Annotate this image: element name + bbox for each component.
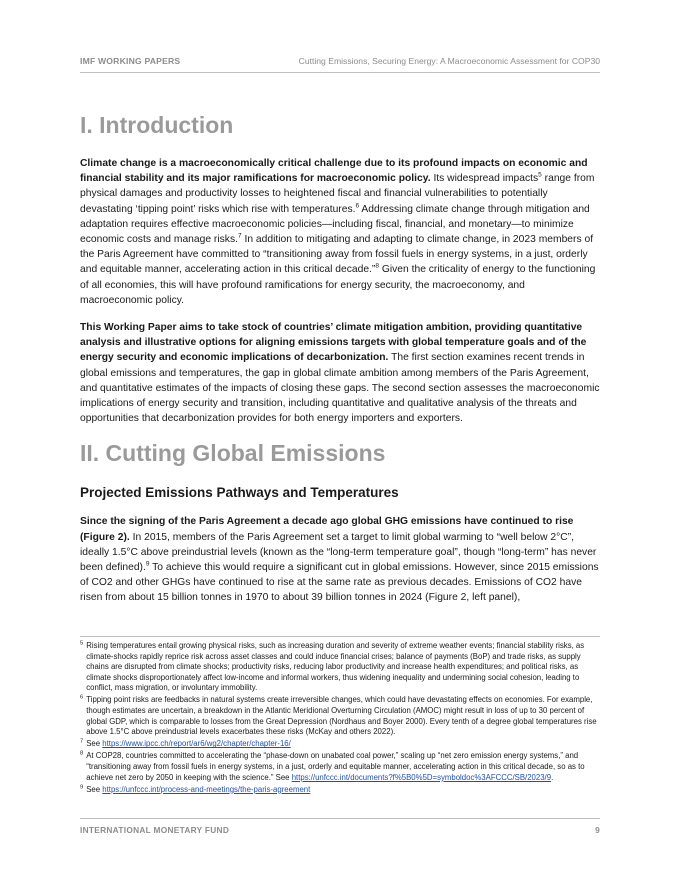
footnote-number: 7	[80, 738, 84, 745]
header-series: IMF WORKING PAPERS	[80, 56, 181, 66]
main-content	[80, 110, 600, 618]
paragraph-text: Its widespread impacts	[430, 173, 539, 185]
paragraph-text: Addressing climate change through mitigation and adaptation requires effective macroeconomic policies—including fiscal, financial, and monetary—to minimize economic costs and manage risks.	[80, 203, 590, 246]
footnote-text: .	[551, 772, 554, 782]
footnote-ref[interactable]: 8	[375, 263, 379, 270]
footnote-ref[interactable]: 9	[145, 560, 150, 568]
footnotes	[80, 636, 600, 797]
footnote-text: See	[86, 739, 103, 749]
footnote-number: 9	[80, 784, 84, 791]
section-heading-cutting-emissions: II. Cutting Global Emissions	[80, 440, 386, 467]
header-title: Cutting Emissions, Securing Energy: A Macroeconomic Assessment for COP30	[298, 56, 600, 66]
paragraph-text: In addition to mitigating and adapting to climate change, in 2023 members of the Paris Agreement have committed to “transitioning away from fossil fuels in energy systems, in a just, orderly and equitable manner, accelerating action in this critical decade.”	[80, 234, 594, 276]
paragraph-text: range from physical damages and productivity losses to heightened fiscal and financial vulnerabilities to potentially devastating ‘tipping point’ risks which rise with temperatures.	[80, 173, 595, 215]
footnote-number: 5	[80, 640, 84, 647]
footer-org: INTERNATIONAL MONETARY FUND	[80, 825, 230, 835]
footnote-number: 8	[80, 750, 84, 757]
paragraph-text: The first section examines recent trends in global emissions and temperatures, the gap in global climate ambition among members of the Paris Agreement, and quantitative estimates of the impacts of closing these gaps. The second section assesses the macroeconomic implications of energy security and transition, including quantitative and qualitative analysis of the threats and opportunities that decarbonization provides for both energy importers and exporters.	[80, 352, 600, 425]
footnote	[80, 641, 600, 694]
running-header	[80, 56, 600, 73]
lead-sentence: This Working Paper aims to take stock of countries’ climate mitigation ambition, providing quantitative analysis and illustrative options for aligning emissions targets with global temperature goals and of the energy security and economic implications of decarbonization.	[80, 322, 587, 364]
paragraph-intro-2	[80, 320, 600, 426]
footnote-text: Tipping point risks are feedbacks in natural systems create irreversible changes, which could have devastating effects on economies. For example, though estimates are uncertain, a breakdown in the Atlantic Meridional Overturning Circulation (AMOC) might result in loss of up to 30 percent of global GDP, which is comparable to losses from the Great Depression (Nordhaus and Boyer 2000). Every tenth of a degree global temperatures rise above 1.5°C above preindustrial levels exacerbates these risks (McKay and others 2022).	[86, 695, 597, 737]
paragraph-intro-1	[80, 156, 600, 308]
footnote-text: At COP28, countries committed to accelerating the “phase-down on unabated coal power,” scaling up “net zero emission energy systems,” and “transitioning away from fossil fuels in energy systems, in a just, orderly and equitable manner, accelerating action in this critical decade, so as to achieve net zero by 2050 in keeping with the science.” See	[86, 751, 585, 782]
footnote-link[interactable]: https://unfccc.int/process-and-meetings/the-paris-agreement	[102, 784, 311, 794]
section-heading-introduction: I. Introduction	[80, 112, 234, 138]
footnote	[80, 695, 600, 737]
footnote-text: See	[86, 784, 103, 794]
footnote	[80, 739, 600, 750]
paragraph-text: To achieve this would require a significant cut in global emissions. However, since 2015 emissions of CO2 and other GHGs have continued to rise at the same rate as previous decades. Emissions of CO2 have risen from about 15 billion tonnes in 1970 to about 39 billion tonnes in 2024 (Figure 2, left panel),	[80, 562, 599, 604]
lead-sentence: Climate change is a macroeconomically critical challenge due to its profound impacts on economic and financial stability and its major ramifications for macroeconomic policy.	[80, 158, 588, 185]
footnote-ref[interactable]: 6	[355, 202, 360, 210]
page-footer	[80, 818, 600, 835]
footnote-number: 6	[80, 694, 84, 701]
footnote-link[interactable]: https://www.ipcc.ch/report/ar6/wg2/chapter/chapter-16/	[102, 739, 291, 749]
footnote	[80, 785, 600, 796]
footnote-text: Rising temperatures entail growing physical risks, such as increasing duration and severity of extreme weather events; financial stability risks, as climate-shocks rapidly reprice risk across asset classes and could induce financial crises; balance of payments (BoP) and trade risks, as supply chains are disrupted from climate shocks; productivity risks, reducing labor productivity and increase health expenditures; and political risks, as climate shocks disproportionately affect low-income and informal workers, thus widening inequality and undermining social cohesion, leading to conflict, mass migration, or involuntary immobility.	[86, 641, 585, 693]
footnote	[80, 751, 600, 783]
lead-sentence: Since the signing of the Paris Agreement a decade ago global GHG emissions have continued to rise (Figure 2).	[80, 516, 574, 543]
footnote-link[interactable]: https://unfccc.int/documents?f%5B0%5D=symboldoc%3AFCCC/SB/2023/9	[291, 772, 552, 782]
paragraph-text: Given the criticality of energy to the functioning of all economies, this will have profound ramifications for energy security, the macroeconomy, and macroeconomic policy.	[80, 264, 596, 306]
footnote-ref[interactable]: 7	[237, 232, 242, 240]
footnote-ref[interactable]: 5	[538, 171, 542, 179]
paragraph-emissions-1	[80, 514, 600, 605]
paragraph-text: In 2015, members of the Paris Agreement set a target to limit global warming to “well below 2°C”, ideally 1.5°C above preindustrial levels (known as the “long-term temperature goal”, though “long-term” has never been defined).	[80, 531, 597, 574]
subsection-heading: Projected Emissions Pathways and Temperatures	[80, 485, 399, 501]
page-number: 9	[595, 825, 600, 835]
